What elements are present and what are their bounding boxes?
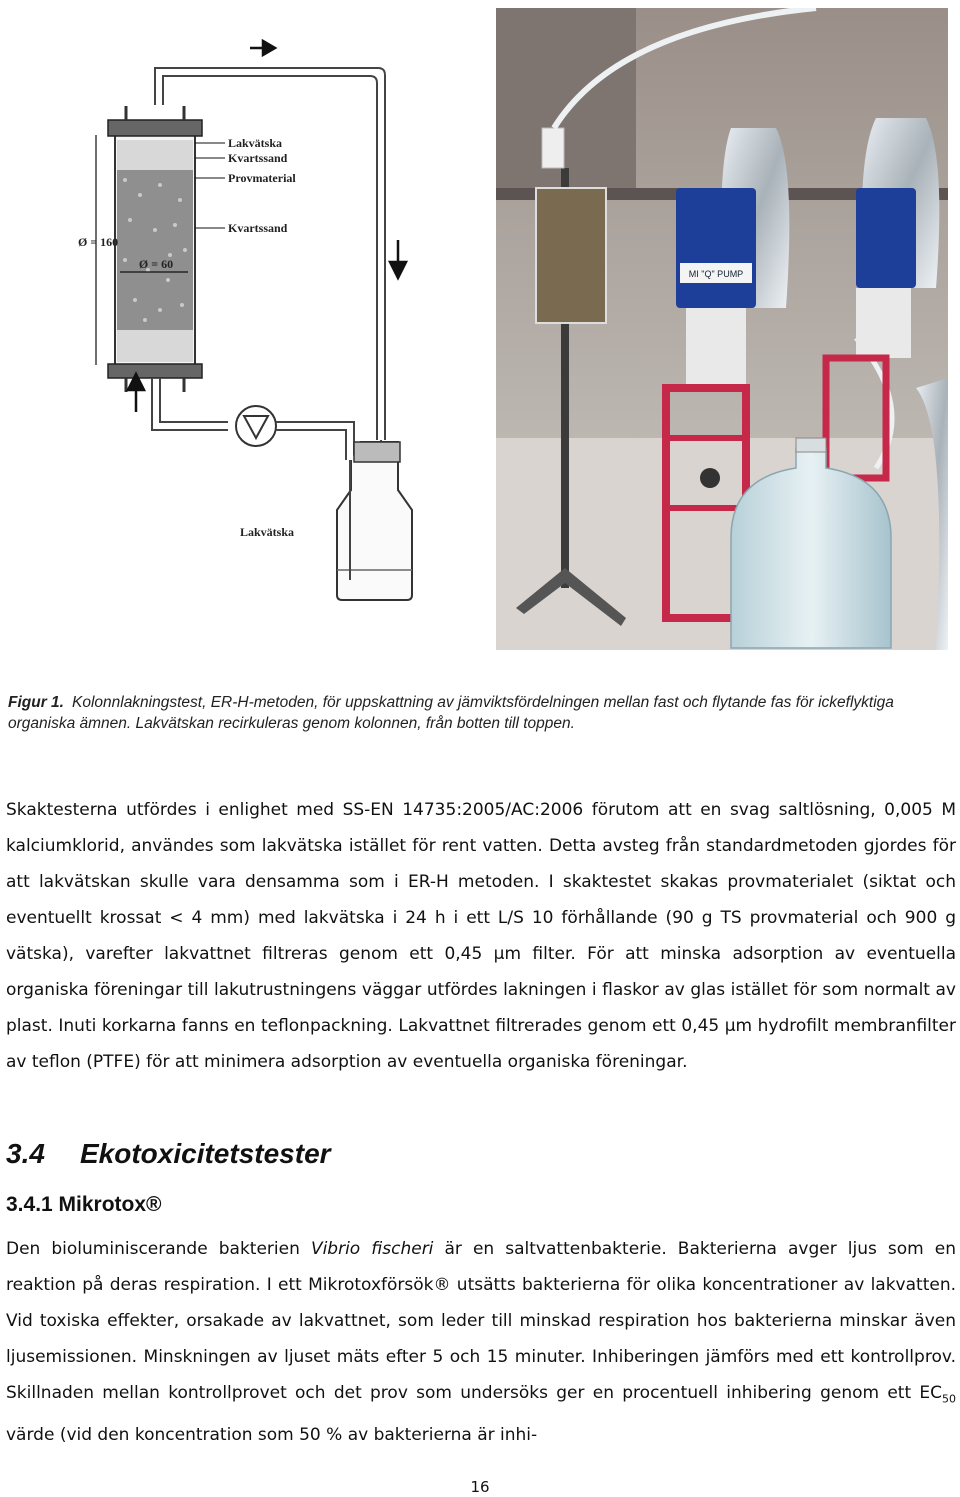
label-provmaterial: Provmaterial <box>228 171 296 185</box>
column-leaching-diagram <box>60 10 430 610</box>
leachate-bottle <box>337 442 412 600</box>
species-name: Vibrio fischeri <box>310 1239 434 1259</box>
label-lakvatska-bottom: Lakvätska <box>240 525 295 539</box>
p2-text-c: värde (vid den koncentration som 50 % av bakterierna är inhi- <box>6 1425 538 1446</box>
p2-text-b: är en saltvattenbakterie. Bakterierna avger ljus som en reaktion på deras respiration. I ett Mikrotoxförsök® utsätts bakterierna för olika koncentrationer av lakvatten. Vid toxiska effekter, orsakade av lakvattnet, som leder till minskad respiration hos bakterierna minskar även ljusemissionen. Minskningen av ljuset mäts efter 5 och 15 minuter. Inhiberingen jämförs med ett kontrollprov. Skillnaden mellan kontrollprovet och det prov som undersöks ger en procentuell inhibering genom ett EC <box>6 1239 957 1403</box>
flow-arrow-down-icon <box>390 240 406 278</box>
ec-subscript: 50 <box>942 1392 956 1406</box>
flow-arrow-right-icon <box>250 41 275 55</box>
page-number: 16 <box>470 1478 490 1496</box>
body-paragraph-2 <box>6 1231 956 1453</box>
pump-brand-label: MI "Q" PUMP <box>688 269 744 279</box>
label-lakvatska-top: Lakvätska <box>228 136 283 150</box>
figure-caption <box>8 692 948 734</box>
photo-pump-left <box>676 188 756 308</box>
p2-text-a: Den bioluminiscerande bakterien <box>6 1239 311 1259</box>
section-number: 3.4 <box>6 1138 45 1169</box>
figure-caption-text: Kolonnlakningstest, ER-H-metoden, för uppskattning av jämviktsfördelningen mellan fast och flytande fas för ickeflyktiga organiska ämnen. Lakvätskan recirkuleras genom kolonnen, från botten till toppen. <box>8 694 894 732</box>
label-kvartssand-mid: Kvartssand <box>228 221 288 235</box>
label-kvartssand-top: Kvartssand <box>228 151 288 165</box>
figure-label: Figur 1. <box>8 694 64 711</box>
section-title: Ekotoxicitetstester <box>80 1138 331 1169</box>
section-heading-3-4 <box>6 1138 331 1170</box>
outer-diameter-label: Ø = 160 <box>78 235 119 249</box>
subsection-heading-3-4-1: 3.4.1 Mikrotox® <box>6 1193 162 1216</box>
flow-arrow-up-icon <box>128 374 144 412</box>
body-paragraph-1: Skaktesterna utfördes i enlighet med SS-EN 14735:2005/AC:2006 förutom att en svag saltlösning, 0,005 M kalciumklorid, användes som lakvätska istället för rent vatten. Detta avsteg från standardmetoden gjordes för att lakvätskan skulle vara densamma som i ER-H metoden. I skaktestet skakas provmaterialet (siktat och eventuellt krossat < 4 mm) med lakvätska i 24 h i ett L/S 10 förhållande (90 g TS provmaterial och 900 g vätska), varefter lakvattnet filtreras genom ett 0,45 µm filter. För att minska adsorption av eventuella organiska föreningar till lakutrustningens väggar utfördes lakningen i flaskor av glas istället för som normalt av plast. Inuti korkarna fanns en teflonpackning. Lakvattnet filtrerades genom ett 0,45 µm hydrofilt membranfilter av teflon (PTFE) för att minimera adsorption av eventuella organiska föreningar. <box>6 800 956 1072</box>
photo-column <box>536 188 606 323</box>
inner-diameter-label: Ø = 60 <box>138 257 174 271</box>
lab-setup-photo <box>496 8 948 650</box>
